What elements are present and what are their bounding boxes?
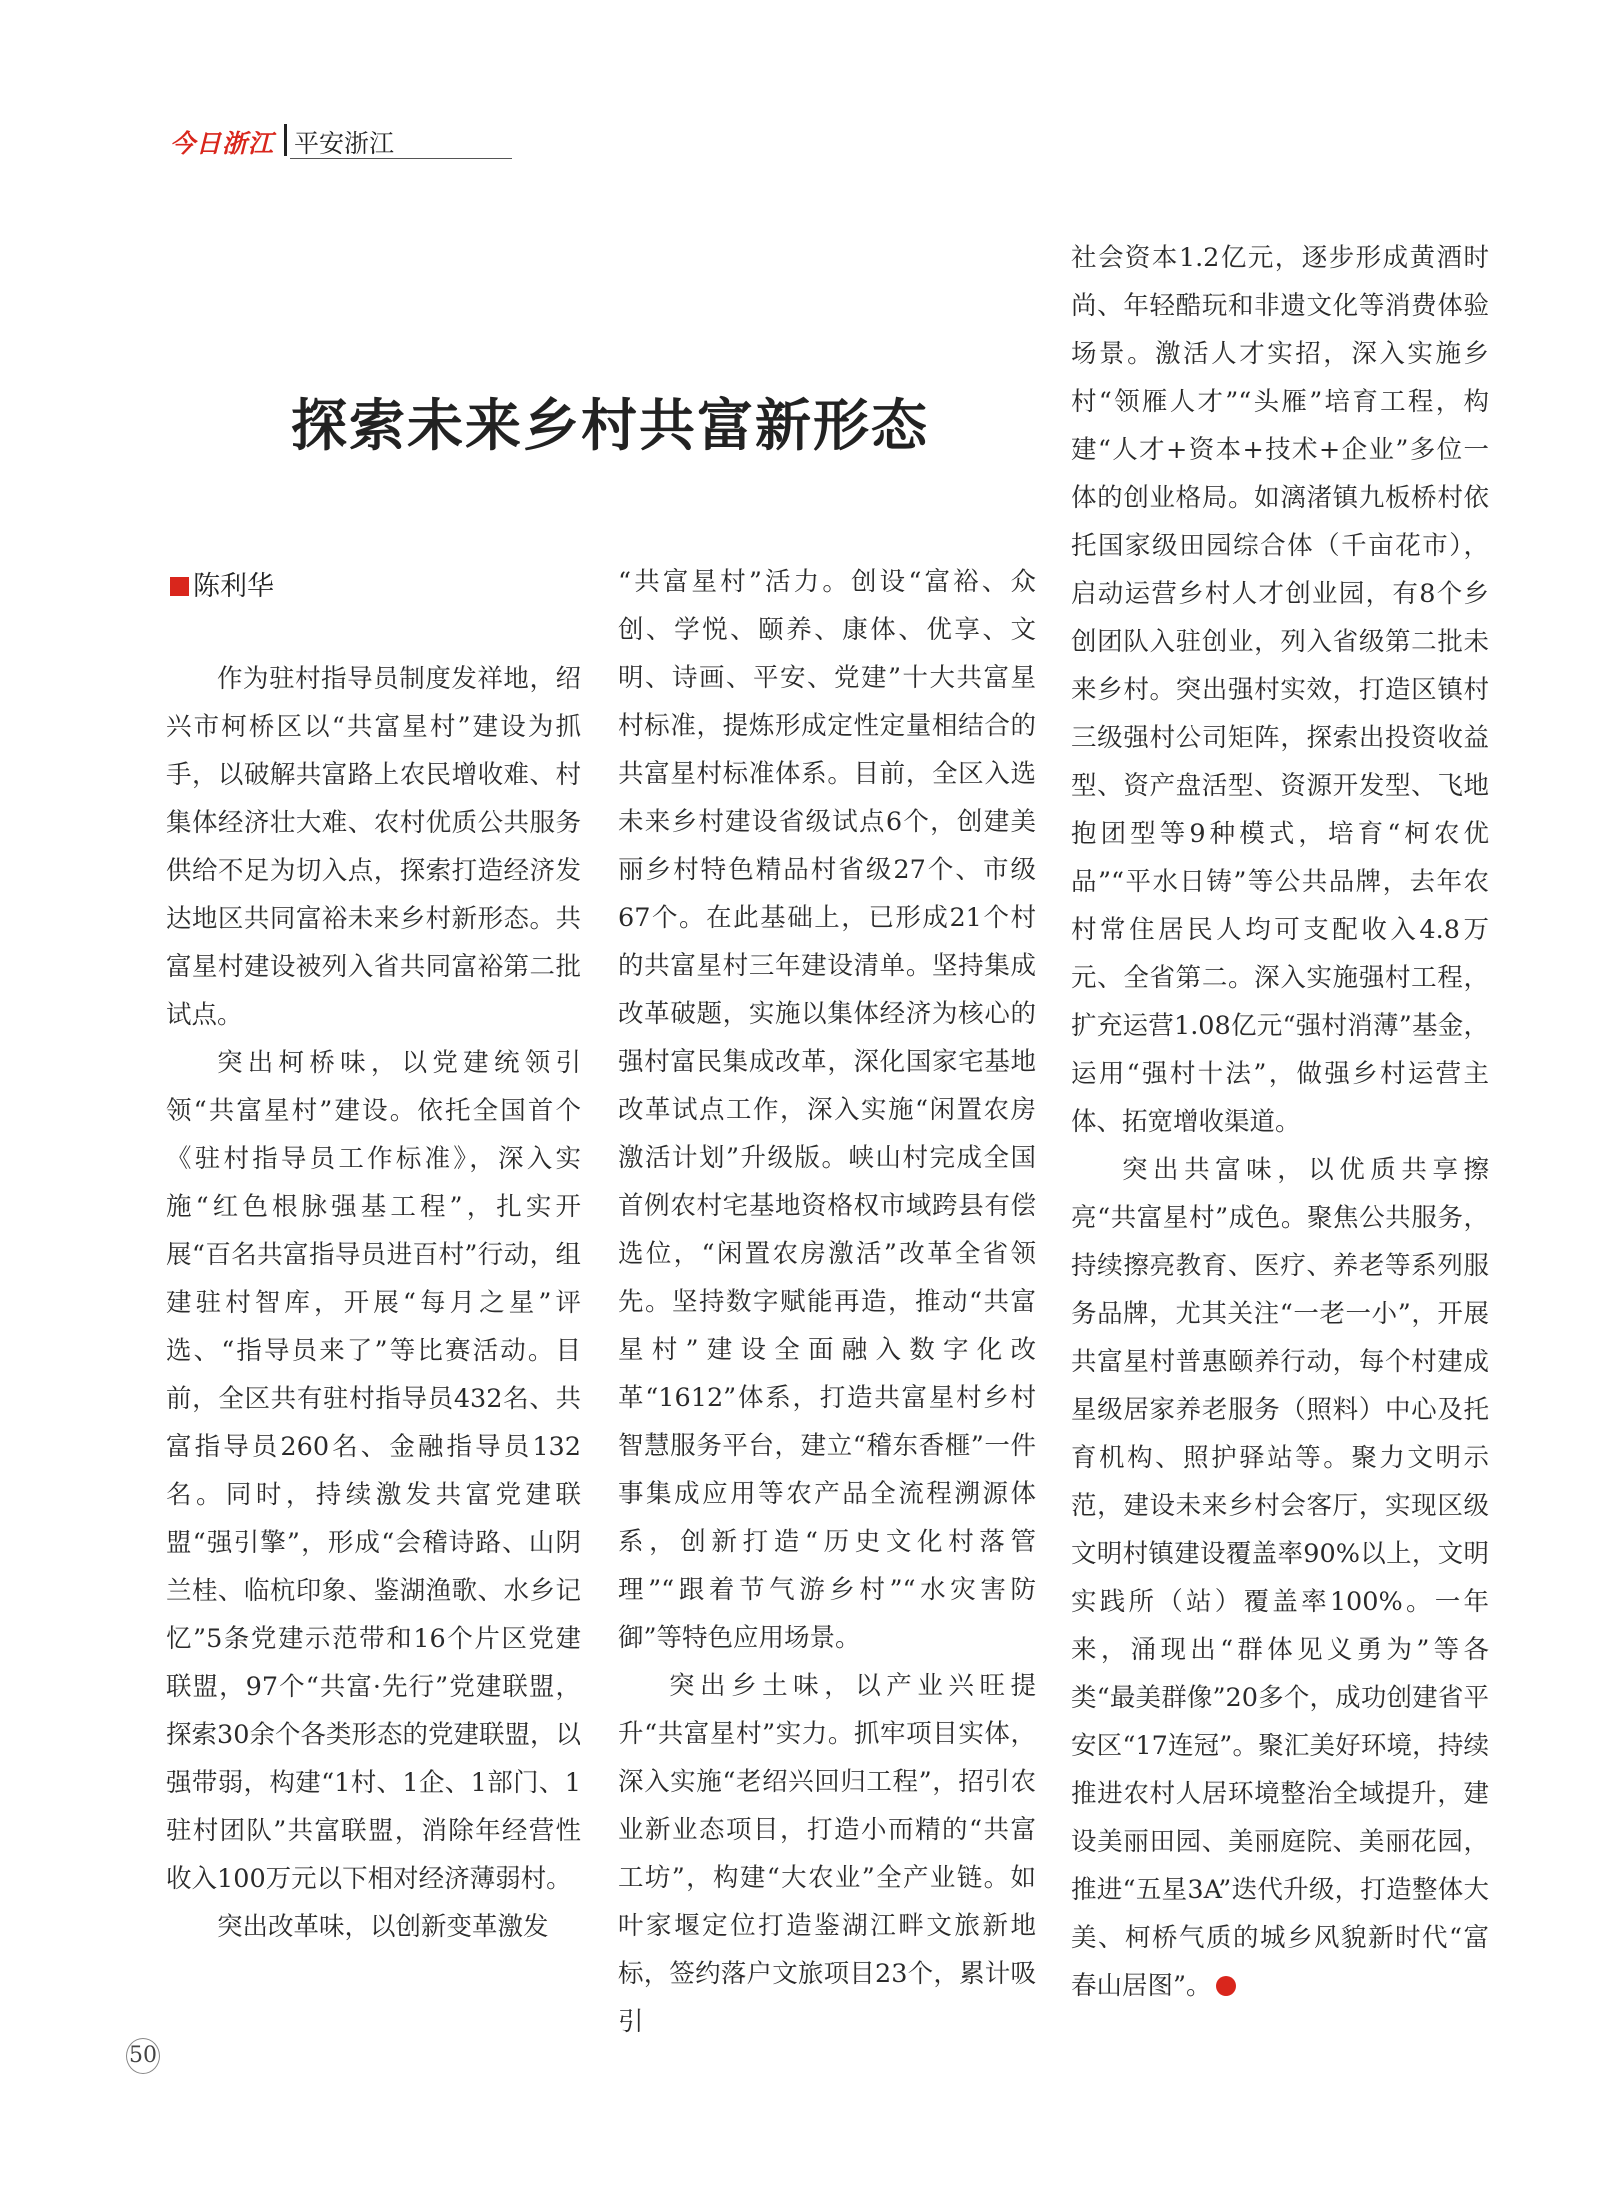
- end-mark-icon: [1216, 1976, 1236, 1996]
- header-rule: [290, 158, 512, 159]
- paragraph: [1071, 1146, 1489, 2010]
- paragraph: 社会资本1.2亿元，逐步形成黄酒时尚、年轻酷玩和非遗文化等消费体验场景。激活人才实招，深入实施乡村“领雁人才”“头雁”培育工程，构建“人才+资本+技术+企业”多位一体的创业格局。如漓渚镇九板桥村依托国家级田园综合体（千亩花市），启动运营乡村人才创业园，有8个乡创团队入驻创业，列入省级第二批未来乡村。突出强村实效，打造区镇村三级强村公司矩阵，探索出投资收益型、资产盘活型、资源开发型、飞地抱团型等9种模式，培育“柯农优品”“平水日铸”等公共品牌，去年农村常住居民人均可支配收入4.8万元、全省第二。深入实施强村工程，扩充运营1.08亿元“强村消薄”基金，运用“强村十法”，做强乡村运营主体、拓宽增收渠道。: [1071, 243, 1489, 1137]
- paragraph: 作为驻村指导员制度发祥地，绍兴市柯桥区以“共富星村”建设为抓手，以破解共富路上农民增收难、村集体经济壮大难、农村优质公共服务供给不足为切入点，探索打造经济发达地区共同富裕未来乡村新形态。共富星村建设被列入省共同富裕第二批试点。: [166, 664, 581, 1030]
- body-column-2: [618, 558, 1036, 2037]
- author-byline: [170, 564, 274, 603]
- paragraph-text: 突出共富味，以优质共享擦亮“共富星村”成色。聚焦公共服务，持续擦亮教育、医疗、养老等系列服务品牌，尤其关注“一老一小”，开展共富星村普惠颐养行动，每个村建成星级居家养老服务（照料）中心及托育机构、照护驿站等。聚力文明示范，建设未来乡村会客厅，实现区级文明村镇建设覆盖率90%以上，文明实践所（站）覆盖率100%。一年来，涌现出“群体见义勇为”等各类“最美群像”20多个，成功创建省平安区“17连冠”。聚汇美好环境，持续推进农村人居环境整治全域提升，建设美丽田园、美丽庭院、美丽花园，推进“五星3A”迭代升级，打造整体大美、柯桥气质的城乡风貌新时代“富春山居图”。: [1071, 1155, 1489, 2001]
- paragraph: 突出改革味，以创新变革激发: [217, 1912, 549, 1942]
- body-column-1: [166, 655, 581, 1985]
- paragraph: 突出乡土味，以产业兴旺提升“共富星村”实力。抓牢项目实体，深入实施“老绍兴回归工程”，招引农业新业态项目，打造小而精的“共富工坊”，构建“大农业”全产业链。如叶家堰定位打造鉴湖江畔文旅新地标，签约落户文旅项目23个，累计吸引: [618, 1671, 1036, 2037]
- brand-logo: 今日浙江: [170, 129, 275, 158]
- header-divider: [284, 124, 287, 156]
- paragraph: 突出柯桥味，以党建统领引领“共富星村”建设。依托全国首个《驻村指导员工作标准》，深入实施“红色根脉强基工程”，扎实开展“百名共富指导员进百村”行动，组建驻村智库，开展“每月之星”评选、“指导员来了”等比赛活动。目前，全区共有驻村指导员432名、共富指导员260名、金融指导员132名。同时，持续激发共富党建联盟“强引擎”，形成“会稽诗路、山阴兰桂、临杭印象、鉴湖渔歌、水乡记忆”5条党建示范带和16个片区党建联盟，97个“共富·先行”党建联盟，探索30余个各类形态的党建联盟，以强带弱，构建“1村、1企、1部门、1驻村团队”共富联盟，消除年经营性收入100万元以下相对经济薄弱村。: [166, 1048, 581, 1894]
- author-name: 陈利华: [193, 571, 274, 602]
- paragraph: “共富星村”活力。创设“富裕、众创、学悦、颐养、康体、优享、文明、诗画、平安、党建”十大共富星村标准，提炼形成定性定量相结合的共富星村标准体系。目前，全区入选未来乡村建设省级试点6个，创建美丽乡村特色精品村省级27个、市级67个。在此基础上，已形成21个村的共富星村三年建设清单。坚持集成改革破题，实施以集体经济为核心的强村富民集成改革，深化国家宅基地改革试点工作，深入实施“闲置农房激活计划”升级版。峡山村完成全国首例农村宅基地资格权市域跨县有偿选位，“闲置农房激活”改革全省领先。坚持数字赋能再造，推动“共富星村”建设全面融入数字化改革“1612”体系，打造共富星村乡村智慧服务平台，建立“稽东香榧”一件事集成应用等农产品全流程溯源体系，创新打造“历史文化村落管理”“跟着节气游乡村”“水灾害防御”等特色应用场景。: [618, 567, 1036, 1653]
- article-title: 探索未来乡村共富新形态: [291, 393, 929, 459]
- author-marker-icon: [170, 577, 189, 596]
- body-column-3: [1071, 234, 1489, 2001]
- page-number: 50: [126, 2038, 160, 2074]
- section-name: 平安浙江: [294, 129, 395, 158]
